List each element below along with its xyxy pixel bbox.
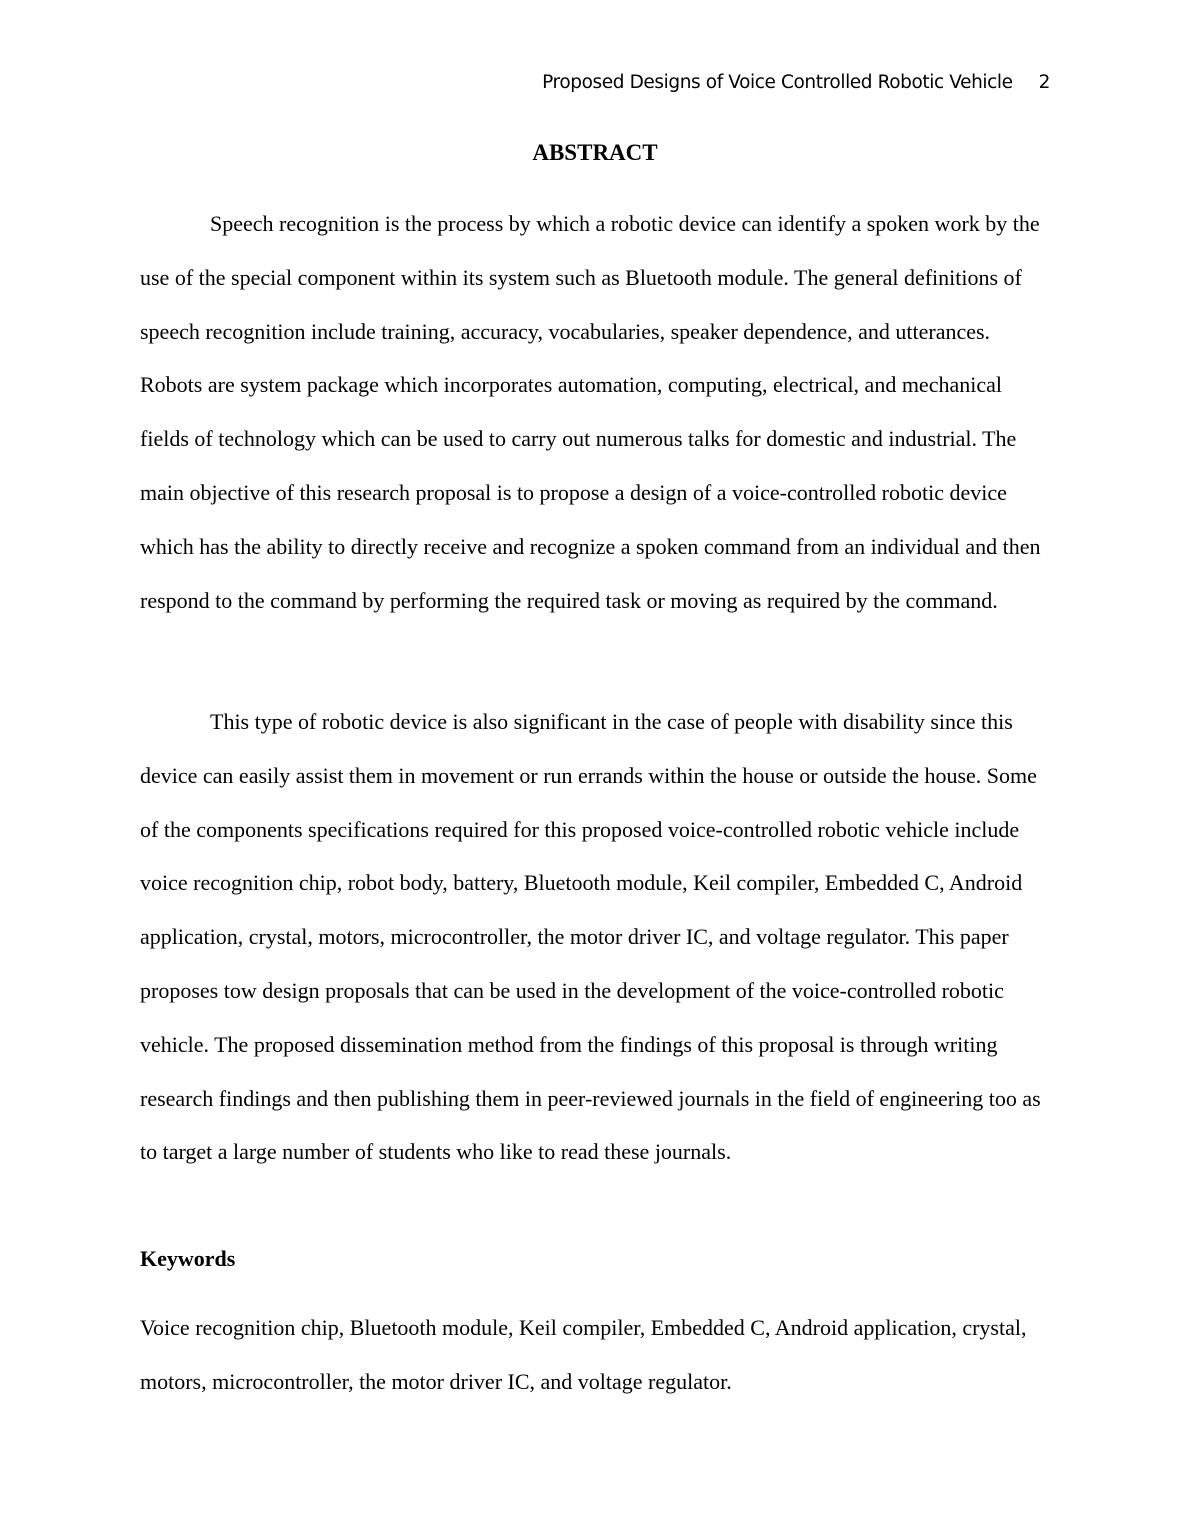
keywords-heading: Keywords: [140, 1246, 236, 1271]
page-number: 2: [1038, 72, 1050, 93]
abstract-heading: ABSTRACT: [532, 140, 658, 165]
running-title: Proposed Designs of Voice Controlled Robotic Vehicle: [542, 72, 1013, 93]
abstract-paragraph-1: Speech recognition is the process by which a robotic device can identify a spoken work by the use of the special component within its system such as Bluetooth module. The general definitions of speech recognition include training, accuracy, vocabularies, speaker dependence, and utterances. Robots are system package which incorporates automation, computing, electrical, and mechanical fields of technology which can be used to carry out numerous talks for domestic and industrial. The main objective of this research proposal is to propose a design of a voice-controlled robotic device which has the ability to directly receive and recognize a spoken command from an individual and then respond to the command by performing the required task or moving as required by the command.: [140, 211, 1041, 613]
abstract-paragraph-2: This type of robotic device is also significant in the case of people with disability since this device can easily assist them in movement or run errands within the house or outside the house. Some of the components specifications required for this proposed voice-controlled robotic vehicle include voice recognition chip, robot body, battery, Bluetooth module, Keil compiler, Embedded C, Android application, crystal, motors, microcontroller, the motor driver IC, and voltage regulator. This paper proposes tow design proposals that can be used in the development of the voice-controlled robotic vehicle. The proposed dissemination method from the findings of this proposal is through writing research findings and then publishing them in peer-reviewed journals in the field of engineering too as to target a large number of students who like to read these journals.: [140, 709, 1041, 1165]
keywords-list: Voice recognition chip, Bluetooth module, Keil compiler, Embedded C, Android application, crystal, motors, microcontroller, the motor driver IC, and voltage regulator.: [140, 1315, 1027, 1394]
running-header: [542, 70, 1050, 96]
